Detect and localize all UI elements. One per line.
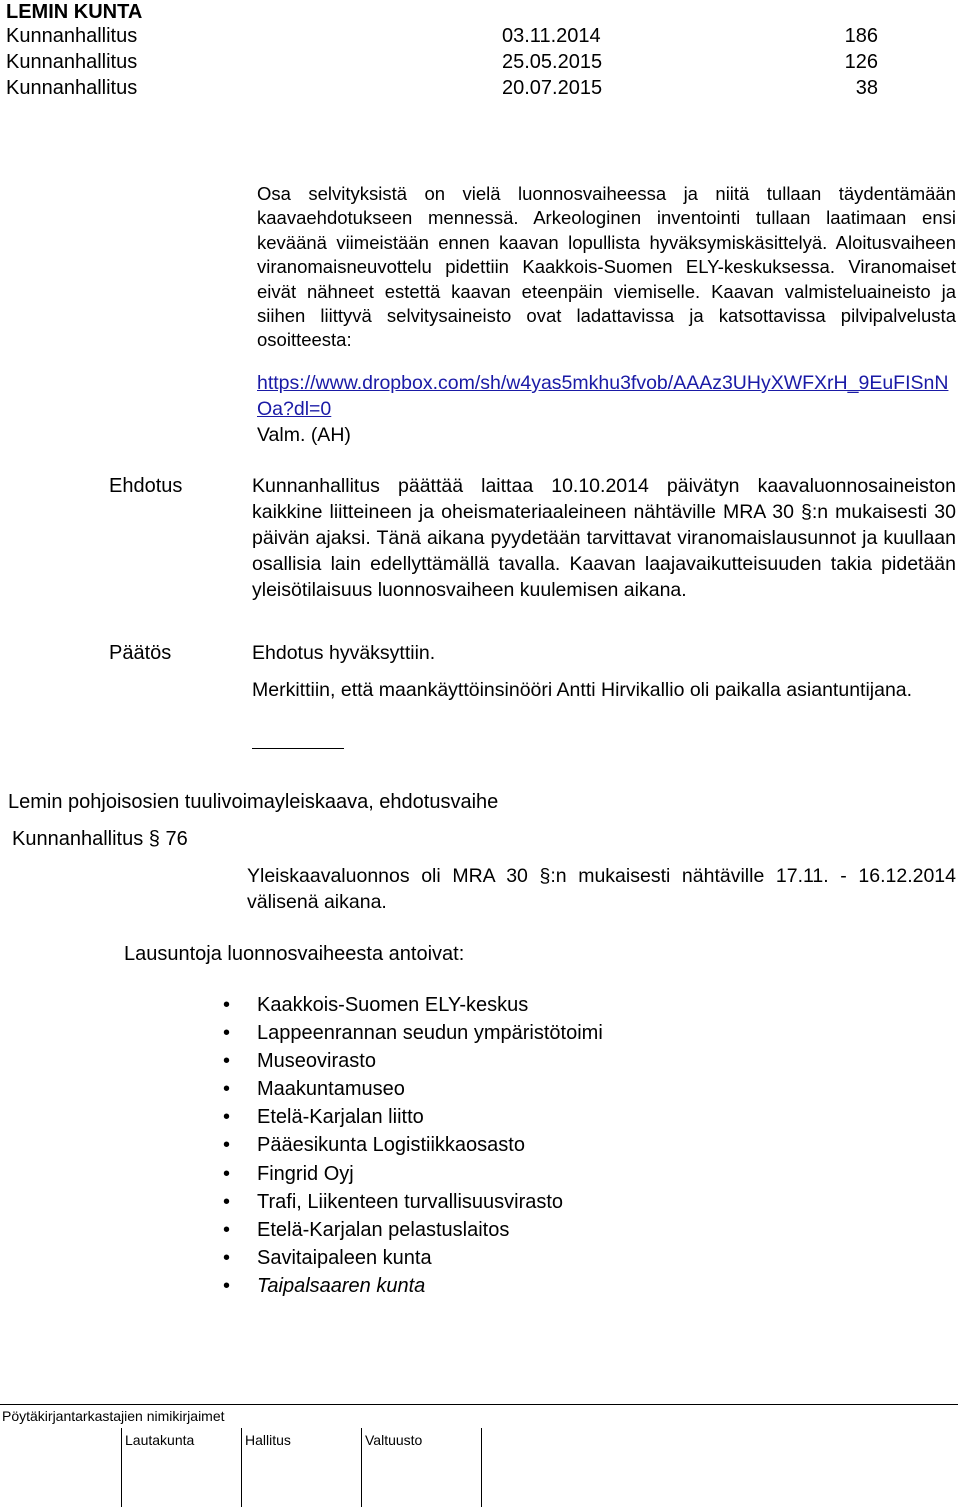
end-rule [252, 748, 344, 749]
bullet-icon: • [223, 1274, 231, 1297]
footer-col-board: Lautakunta [125, 1432, 195, 1448]
list-item: • Etelä-Karjalan pelastuslaitos [223, 1216, 923, 1244]
intro-paragraph: Osa selvityksistä on vielä luonnosvaiheessa ja niitä tullaan täydentämään kaavaehdotukseen mennessä. Arkeologinen inventointi tullaan laatimaan ensi keväänä viimeistään ennen kaavan lopullista hyväksymiskäsittelyä. Aloitusvaiheen viranomaisneuvottelu pidettiin Kaakkois-Suomen ELY-keskuksessa. Viranomaiset eivät nähneet estettä kaavan eteenpäin viemiselle. Kaavan valmisteluaineisto ja siihen liittyvä selvitysaineisto ovat ladattavissa ja katsottavissa pilvipalvelusta osoitteesta: [257, 183, 956, 351]
meeting-number: 38 [855, 77, 878, 99]
footer-col-government: Hallitus [245, 1432, 291, 1448]
footer-divider [361, 1428, 362, 1507]
municipality-title: LEMIN KUNTA [6, 1, 143, 23]
decision-label: Päätös [109, 642, 172, 664]
bullet-icon: • [223, 1218, 231, 1241]
list-item: • Kaakkois-Suomen ELY-keskus [223, 991, 923, 1019]
meeting-body: Kunnanhallitus [6, 77, 138, 99]
footer-top-rule [0, 1404, 958, 1405]
bullet-icon: • [223, 1106, 231, 1129]
proposal-text: Kunnanhallitus päättää laittaa 10.10.2014 päivätyn kaavaluonnosaineiston kaikkine liitteineen ja oheismateriaaleineen nähtäville MRA 30 §:n mukaisesti 30 päivän ajaksi. Tänä aikana pyydetään tarvittavat viranomaislausunnot ja kuullaan osallisia lain edellyttämällä tavalla. Kaavan laajavaikutteisuuden takia pidetään yleisötilaisuus luonnosvaiheen kuulemisen aikana. [252, 475, 956, 601]
meeting-date: 03.11.2014 [502, 25, 601, 47]
list-item: • Taipalsaaren kunta [223, 1272, 923, 1300]
list-item: • Pääesikunta Logistiikkaosasto [223, 1131, 923, 1159]
bullet-icon: • [223, 1246, 231, 1269]
footer-divider [241, 1428, 242, 1507]
organization-list [223, 991, 923, 1300]
list-item: • Savitaipaleen kunta [223, 1244, 923, 1272]
meeting-number: 186 [844, 25, 878, 47]
preparer-note: Valm. (AH) [257, 424, 351, 446]
list-item: • Maakuntamuseo [223, 1075, 923, 1103]
bullet-icon: • [223, 994, 231, 1016]
proposal-label: Ehdotus [109, 475, 183, 497]
section-text: Yleiskaavaluonnos oli MRA 30 §:n mukaisesti nähtäville 17.11. - 16.12.2014 välisenä aikana. [247, 865, 956, 913]
bullet-icon: • [223, 1162, 231, 1185]
decision-note: Merkittiin, että maankäyttöinsinööri Antti Hirvikallio oli paikalla asiantuntijana. [252, 679, 913, 701]
list-item: • Lappeenrannan seudun ympäristötoimi [223, 1019, 923, 1047]
statements-label: Lausuntoja luonnosvaiheesta antoivat: [124, 943, 465, 965]
meeting-row [6, 23, 878, 49]
bullet-icon: • [223, 1190, 231, 1213]
footer-divider [121, 1428, 122, 1507]
meeting-row [6, 49, 878, 75]
footer-col-council: Valtuusto [365, 1432, 423, 1448]
list-item: • Trafi, Liikenteen turvallisuusvirasto [223, 1188, 923, 1216]
dropbox-link-block [257, 370, 956, 422]
bullet-icon: • [223, 1050, 231, 1073]
list-item: • Fingrid Oyj [223, 1160, 923, 1188]
meeting-body: Kunnanhallitus [6, 25, 138, 47]
list-item: • Etelä-Karjalan liitto [223, 1103, 923, 1131]
section-reference: Kunnanhallitus § 76 [12, 828, 188, 850]
meeting-date: 20.07.2015 [502, 77, 603, 99]
bullet-icon: • [223, 1078, 231, 1101]
dropbox-link[interactable]: https://www.dropbox.com/sh/w4yas5mkhu3fvob/AAAz3UHyXWFXrH_9EuFISnNOa?dl=0 [257, 372, 949, 420]
signatures-label: Pöytäkirjantarkastajien nimikirjaimet [2, 1408, 225, 1424]
bullet-icon: • [223, 1134, 231, 1157]
decision-text: Ehdotus hyväksyttiin. [252, 642, 436, 664]
bullet-icon: • [223, 1022, 231, 1045]
footer-divider [481, 1428, 482, 1507]
meeting-date: 25.05.2015 [502, 51, 603, 73]
meeting-body: Kunnanhallitus [6, 51, 138, 73]
list-item: • Museovirasto [223, 1047, 923, 1075]
section-heading: Lemin pohjoisosien tuulivoimayleiskaava, ehdotusvaihe [8, 791, 499, 813]
meeting-row [6, 75, 878, 101]
meeting-number: 126 [844, 51, 878, 73]
